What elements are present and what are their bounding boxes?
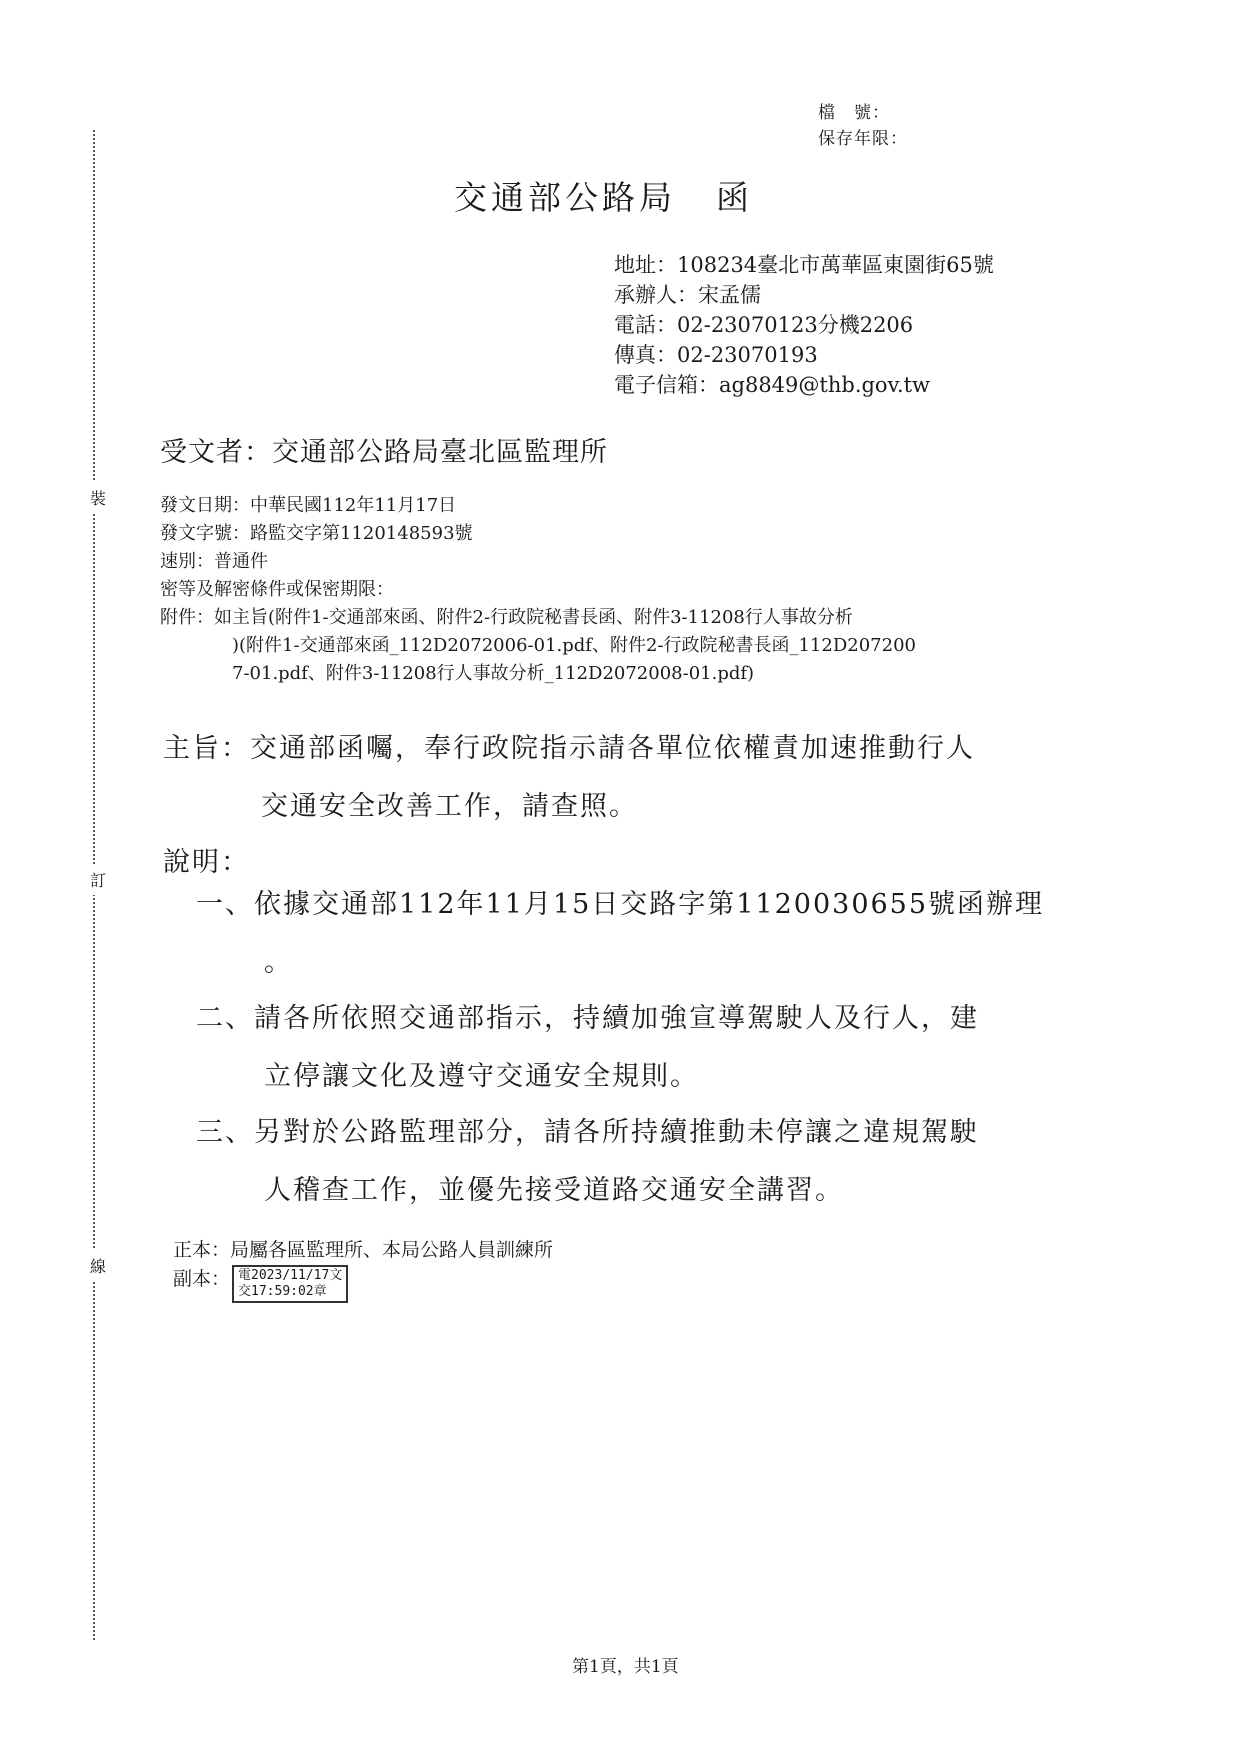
document-type: 函	[716, 178, 753, 217]
document-title	[454, 172, 753, 219]
explanation-item-2-line-1: 二、請各所依照交通部指示，持續加強宣導駕駛人及行人，建	[196, 1003, 979, 1034]
attachments-line-3: 7-01.pdf、附件3-11208行人事故分析_112D2072008-01.pdf)	[232, 663, 755, 684]
file-number-label: 檔 號：	[818, 103, 890, 123]
explanation-heading: 說明：	[163, 847, 250, 878]
address: 地址：108234臺北市萬華區東園街65號	[614, 253, 994, 277]
email: 電子信箱：ag8849@thb.gov.tw	[614, 373, 931, 397]
exchange-stamp	[232, 1265, 348, 1303]
contact-block	[614, 250, 994, 400]
classification: 密等及解密條件或保密期限：	[160, 579, 394, 600]
subject-line-1: 主旨：交通部函囑，奉行政院指示請各單位依權責加速推動行人	[163, 733, 975, 764]
issue-date: 發文日期：中華民國112年11月17日	[160, 495, 457, 516]
document-meta	[160, 492, 916, 688]
distribution	[173, 1236, 553, 1303]
explanation-item-1-line-1: 一、依據交通部112年11月15日交路字第1120030655號函辦理	[196, 889, 1045, 920]
stamp-line-2: 交17:59:02章	[238, 1284, 327, 1299]
attachments-line-1: 附件：如主旨(附件1-交通部來函、附件2-行政院秘書長函、附件3-11208行人事故分析	[160, 607, 853, 628]
recipient: 受文者：交通部公路局臺北區監理所	[160, 437, 608, 468]
explanation-item-3-line-1: 三、另對於公路監理部分，請各所持續推動未停讓之違規駕駛	[196, 1117, 979, 1148]
file-meta	[818, 100, 908, 152]
agency-name: 交通部公路局	[454, 178, 676, 217]
page-number: 第1頁，共1頁	[572, 1657, 679, 1677]
binding-mark-bottom: 線	[90, 1250, 106, 1281]
attachments-line-2: )(附件1-交通部來函_112D2072006-01.pdf、附件2-行政院秘書長函_112D207200	[232, 635, 916, 656]
fax: 傳真：02-23070193	[614, 343, 818, 367]
explanation-item-3-line-2: 人稽查工作，並優先接受道路交通安全講習。	[264, 1175, 844, 1206]
explanation-item-2-line-2: 立停讓文化及遵守交通安全規則。	[264, 1061, 699, 1092]
stamp-line-1: 電2023/11/17文	[238, 1268, 343, 1283]
distribution-copy	[173, 1265, 553, 1303]
explanation-item-3	[196, 1104, 979, 1220]
explanation-item-1-line-2: 。	[264, 947, 293, 978]
document-number: 發文字號：路監交字第1120148593號	[160, 523, 473, 544]
distribution-copy-label: 副本：	[173, 1268, 231, 1290]
subject-line-2: 交通安全改善工作，請查照。	[261, 791, 638, 822]
phone: 電話：02-23070123分機2206	[614, 313, 914, 337]
retention-label: 保存年限：	[818, 129, 908, 149]
handler: 承辦人：宋孟儒	[614, 283, 761, 307]
distribution-original: 正本：局屬各區監理所、本局公路人員訓練所	[173, 1239, 554, 1261]
binding-mark-top: 裝	[90, 482, 106, 513]
explanation-item-2	[196, 990, 979, 1106]
delivery-speed: 速別：普通件	[160, 551, 268, 572]
subject	[163, 720, 975, 836]
explanation-item-1	[196, 876, 1044, 992]
binding-mark-middle: 訂	[90, 864, 106, 895]
